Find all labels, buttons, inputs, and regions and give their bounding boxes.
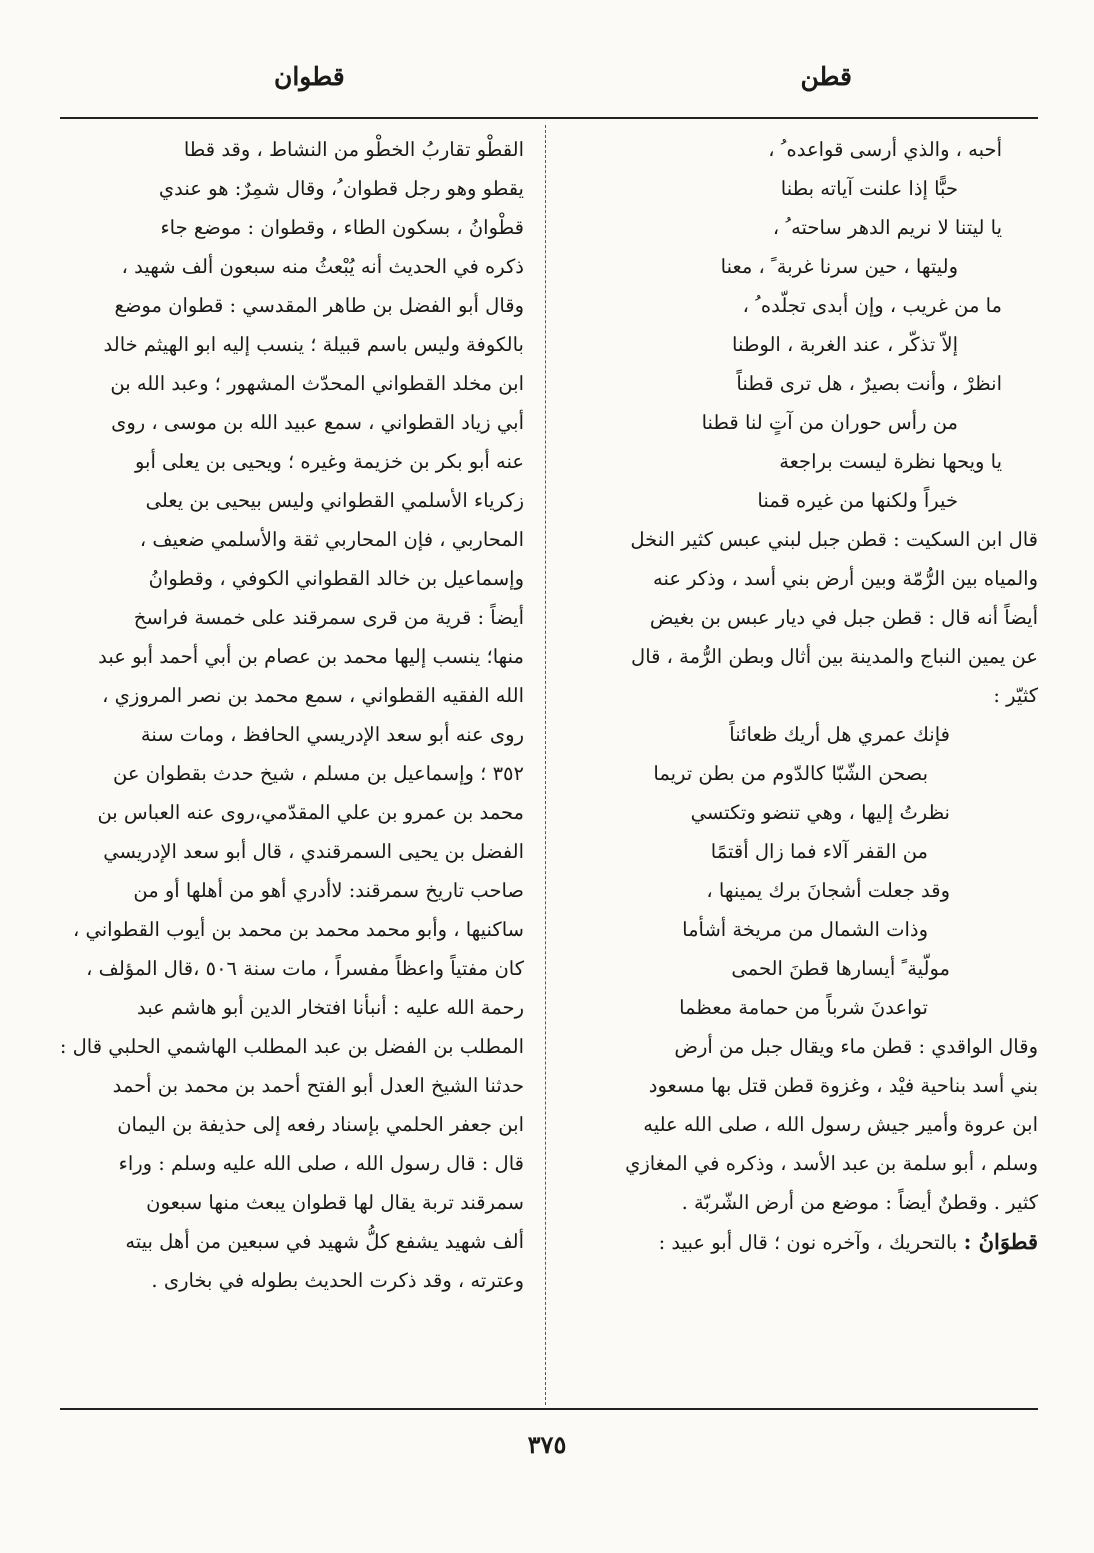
prose-line: كثير . وقطنٌ أيضاً : موضع من أرض الشّربّة . — [681, 1191, 1038, 1214]
poem-line: تواعدنَ شرباً من حمامة معظما — [679, 996, 928, 1019]
prose-line: ساكنيها ، وأبو محمد محمد بن محمد بن أيوب القطواني ، — [72, 918, 524, 941]
poem-line: من رأس حوران من آتٍ لنا قطنا — [701, 411, 958, 434]
prose-line: وقال أبو الفضل بن طاهر المقدسي : قطوان موضع — [114, 294, 524, 317]
prose-line: القطْو تقاربُ الخطْو من النشاط ، وقد قطا — [183, 138, 524, 161]
column-divider — [545, 125, 546, 1405]
poem-line: أحبه ، والذي أرسى قواعده ُ ، — [768, 138, 1002, 161]
prose-line: والمياه بين الرُّمّة وبين أرض بني أسد ، وذكر عنه — [652, 567, 1038, 590]
poem-line: فإنك عمري هل أريك ظعائناً — [729, 723, 950, 746]
prose-line: أيضاً : قرية من قرى سمرقند على خمسة فراسخ — [133, 606, 524, 629]
prose-line: حدثنا الشيخ العدل أبو الفتح أحمد بن محمد بن أحمد — [112, 1074, 524, 1097]
prose-line: سمرقند تربة يقال لها قطوان يبعث منها سبعون — [146, 1191, 524, 1214]
page-header — [60, 62, 1038, 102]
prose-line: يقطو وهو رجل قطوان ُ، وقال شمِرٌ: هو عندي — [158, 177, 524, 200]
poem-line: مولّية ً أيسارها قطنَ الحمى — [731, 957, 950, 980]
poem-line: ما من غريب ، وإن أبدى تجلّده ُ ، — [742, 294, 1002, 317]
poem-line: نظرتُ إليها ، وهي تنضو وتكتسي — [690, 801, 950, 824]
header-title-left: قطوان — [274, 62, 345, 91]
header-title-right: قطن — [800, 62, 852, 91]
right-column — [560, 130, 1038, 1261]
prose-line: المحاربي ، فإن المحاربي ثقة والأسلمي ضعيف ، — [139, 528, 524, 551]
prose-line: ابن جعفر الحلمي بإسناد رفعه إلى حذيفة بن اليمان — [117, 1113, 524, 1136]
prose-line: ألف شهيد يشفع كلُّ شهيد في سبعين من أهل بيته — [125, 1230, 524, 1253]
prose-line: كان مفتياً واعظاً مفسراً ، مات سنة ٥٠٦ ،قال المؤلف ، — [86, 957, 524, 980]
entry-text: بالتحريك ، وآخره نون ؛ قال أبو عبيد : — [658, 1231, 964, 1254]
prose-line: ابن عروة وأمير جيش رسول الله ، صلى الله عليه — [643, 1113, 1038, 1136]
poem-line: حبًّا إذا علنت آياته بطنا — [780, 177, 958, 200]
prose-line: كثيّر : — [993, 684, 1038, 707]
top-rule — [60, 117, 1038, 119]
poem-line: وليتها ، حين سرنا غربة ً ، معنا — [720, 255, 958, 278]
prose-line: قال : قال رسول الله ، صلى الله عليه وسلم : وراء — [118, 1152, 524, 1175]
poem-line: وذات الشمال من مريخة أشأما — [682, 918, 928, 941]
prose-line: المطلب بن الفضل بن عبد المطلب الهاشمي الحلبي قال : — [59, 1035, 524, 1058]
prose-line: ابن مخلد القطواني المحدّث المشهور ؛ وعبد الله بن — [110, 372, 524, 395]
prose-line: عن يمين النباج والمدينة بين أثال وبطن الرُّمة ، قال — [631, 645, 1038, 668]
prose-line: زكرياء الأسلمي القطواني وليس بيحيى بن يعلى — [145, 489, 524, 512]
prose-line: وعترته ، وقد ذكرت الحديث بطوله في بخارى . — [151, 1269, 524, 1292]
prose-line: بالكوفة وليس باسم قبيلة ؛ ينسب إليه ابو الهيثم خالد — [103, 333, 524, 356]
prose-line: أيضاً أنه قال : قطن جبل في ديار عبس بن بغيض — [649, 606, 1038, 629]
prose-line: رحمة الله عليه : أنبأنا افتخار الدين أبو هاشم عبد — [137, 996, 524, 1019]
page-number: ٣٧٥ — [527, 1430, 567, 1459]
poem-line: من القفر آلاء فما زال أقتمًا — [710, 840, 928, 863]
prose-line: الله الفقيه القطواني ، سمع محمد بن نصر المروزي ، — [102, 684, 524, 707]
prose-line: أبي زياد القطواني ، سمع عبيد الله بن موسى ، روى — [111, 411, 524, 434]
poem-line: خيراً ولكنها من غيره قمنا — [757, 489, 958, 512]
poem-line: يا ليتنا لا نريم الدهر ساحته ُ ، — [772, 216, 1002, 239]
prose-line: روى عنه أبو سعد الإدريسي الحافظ ، ومات سنة — [140, 723, 524, 746]
prose-line: وإسماعيل بن خالد القطواني الكوفي ، وقطوانُ — [148, 567, 524, 590]
prose-line: قال ابن السكيت : قطن جبل لبني عبس كثير النخل — [630, 528, 1038, 551]
prose-line: ٣٥٢ ؛ وإسماعيل بن مسلم ، شيخ حدث بقطوان عن — [113, 762, 524, 785]
poem-line: وقد جعلت أشجانَ برك يمينها ، — [706, 879, 950, 902]
prose-line: بني أسد بناحية فيْد ، وغزوة قطن قتل بها مسعود — [648, 1074, 1038, 1097]
entry-headword: قطوَانُ : — [963, 1229, 1038, 1254]
prose-line: وسلم ، أبو سلمة بن عبد الأسد ، وذكره في المغازي — [625, 1152, 1038, 1175]
prose-line: عنه أبو بكر بن خزيمة وغيره ؛ ويحيى بن يعلى أبو — [134, 450, 524, 473]
poem-line: إلاّ تذكّر ، عند الغربة ، الوطنا — [732, 333, 958, 356]
prose-line: صاحب تاريخ سمرقند: لاأدري أهو من أهلها أو من — [133, 879, 524, 902]
bottom-rule — [60, 1408, 1038, 1410]
entry-line — [560, 1222, 1038, 1261]
left-column — [59, 130, 524, 1300]
prose-line: محمد بن عمرو بن علي المقدّمي،روى عنه العباس بن — [97, 801, 524, 824]
poem-line: يا ويحها نظرة ليست براجعة — [779, 450, 1002, 473]
prose-line: منها؛ ينسب إليها محمد بن عصام بن أبي أحمد أبو عبد — [98, 645, 524, 668]
prose-line: وقال الواقدي : قطن ماء ويقال جبل من أرض — [674, 1035, 1038, 1058]
prose-line: ذكره في الحديث أنه يُبْعثُ منه سبعون ألف شهيد ، — [121, 255, 524, 278]
prose-line: الفضل بن يحيى السمرقندي ، قال أبو سعد الإدريسي — [103, 840, 524, 863]
prose-line: قطْوانُ ، بسكون الطاء ، وقطوان : موضع جاء — [160, 216, 524, 239]
poem-line: بصحن الشّبّا كالدّوم من بطن تريما — [653, 762, 928, 785]
poem-line: انظرْ ، وأنت بصيرٌ ، هل ترى قطناً — [736, 372, 1002, 395]
